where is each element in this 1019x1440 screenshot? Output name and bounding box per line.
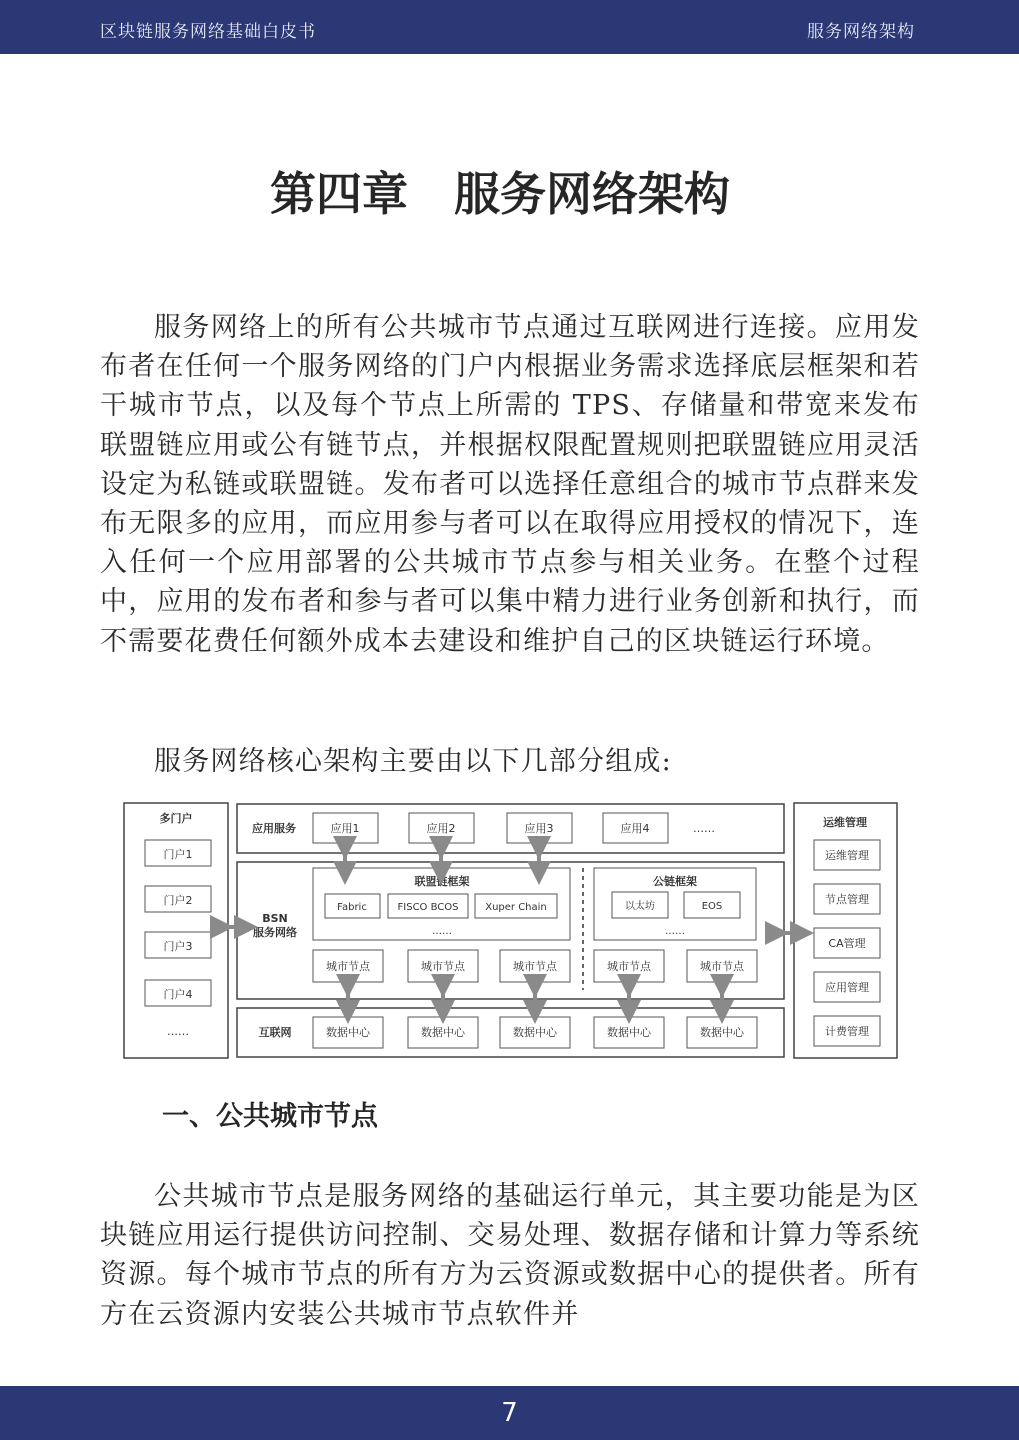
- bsn-label-1: BSN: [262, 912, 288, 925]
- portal-label-3: 门户3: [163, 940, 193, 953]
- portal-more: ……: [167, 1025, 189, 1038]
- framework-label-fabric: Fabric: [337, 902, 367, 913]
- ops-label-2: 节点管理: [825, 893, 869, 906]
- ops-label-4: 应用管理: [825, 981, 869, 994]
- city-node-label-5: 城市节点: [700, 960, 744, 973]
- data-center-label-5: 数据中心: [700, 1026, 744, 1039]
- data-center-label-4: 数据中心: [607, 1026, 651, 1039]
- consortium-more: ……: [432, 926, 452, 937]
- framework-label-ethereum: 以太坊: [625, 901, 655, 912]
- ops-label-1: 运维管理: [825, 849, 869, 862]
- app-label-2: 应用2: [426, 822, 456, 835]
- page-footer: [0, 1386, 1019, 1440]
- internet-label: 互联网: [258, 1026, 292, 1039]
- framework-label-eos: EOS: [701, 901, 723, 912]
- chapter-title: 第四章 服务网络架构: [270, 167, 730, 221]
- portal-label-4: 门户4: [163, 988, 193, 1001]
- city-node-label-3: 城市节点: [513, 960, 557, 973]
- consortium-title: 联盟链框架: [414, 875, 470, 888]
- city-node-label-4: 城市节点: [607, 960, 651, 973]
- bsn-label-2: 服务网络: [253, 926, 297, 939]
- paragraph-intro: 服务网络上的所有公共城市节点通过互联网进行连接。应用发布者在任何一个服务网络的门户内根据业务需求选择底层框架和若干城市节点，以及每个节点上所需的 TPS、存储量和带宽来发布联盟链应用或公有链节点，并根据权限配置规则把联盟链应用灵活设定为私链或联盟链。发布者可以选择任意组合的城市节点群来发布无限多的应用，而应用参与者可以在取得应用授权的情况下，连入任何一个应用部署的公共城市节点参与相关业务。在整个过程中，应用的发布者和参与者可以集中精力进行业务创新和执行，而不需要花费任何额外成本去建设和维护自己的区块链运行环境。: [100, 312, 920, 657]
- framework-label-xuper: Xuper Chain: [485, 902, 547, 913]
- data-center-label-2: 数据中心: [421, 1026, 465, 1039]
- portal-label-2: 门户2: [163, 894, 193, 907]
- app-more: ……: [693, 822, 715, 835]
- public-title: 公链框架: [653, 875, 697, 888]
- portal-label-1: 门户1: [163, 848, 193, 861]
- header-doc-title: 区块链服务网络基础白皮书: [100, 22, 316, 42]
- app-label-4: 应用4: [620, 822, 650, 835]
- data-center-label-1: 数据中心: [326, 1026, 370, 1039]
- city-node-label-2: 城市节点: [421, 960, 465, 973]
- paragraph-city-node: 公共城市节点是服务网络的基础运行单元，其主要功能是为区块链应用运行提供访问控制、交易处理、数据存储和计算力等系统资源。每个城市节点的所有方为云资源或数据中心的提供者。所有方在云资源内安装公共城市节点软件并: [100, 1181, 920, 1330]
- section-heading: 一、公共城市节点: [162, 1101, 378, 1132]
- ops-title: 运维管理: [823, 816, 867, 829]
- portal-title: 多门户: [159, 812, 193, 825]
- app-label-1: 应用1: [330, 822, 360, 835]
- framework-label-fisco: FISCO BCOS: [397, 902, 459, 913]
- page-number: 7: [501, 1398, 518, 1428]
- city-node-label-1: 城市节点: [326, 960, 370, 973]
- ops-label-5: 计费管理: [825, 1025, 869, 1038]
- architecture-diagram: [122, 800, 900, 1062]
- ops-label-3: CA管理: [828, 937, 866, 950]
- public-more: ……: [665, 926, 685, 937]
- header-chapter-title: 服务网络架构: [807, 22, 915, 42]
- app-service-label: 应用服务: [252, 822, 296, 835]
- page-header: [0, 0, 1019, 54]
- app-label-3: 应用3: [524, 822, 554, 835]
- data-center-label-3: 数据中心: [513, 1026, 557, 1039]
- paragraph-architecture-lead: 服务网络核心架构主要由以下几部分组成:: [154, 746, 672, 777]
